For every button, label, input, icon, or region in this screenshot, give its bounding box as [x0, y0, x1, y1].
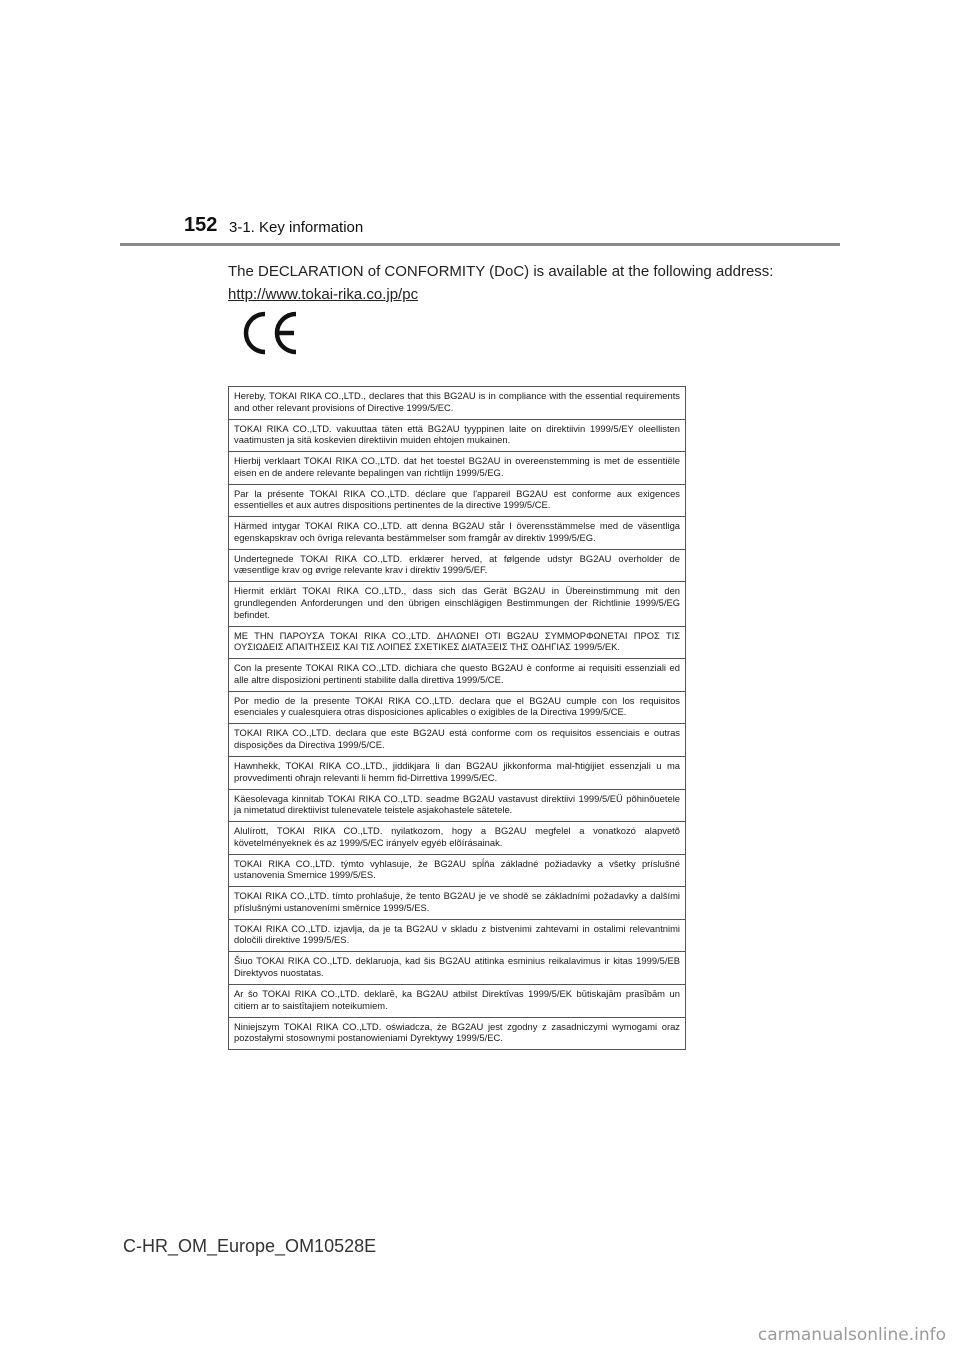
- declaration-it: Con la presente TOKAI RIKA CO.,LTD. dichiara che questo BG2AU è conforme ai requisiti essenziali ed alle altre disposizioni pertinenti stabilite dalla direttiva 1999/5/CE.: [229, 659, 685, 692]
- watermark-text: carmanualsonline.info: [757, 1325, 946, 1345]
- declaration-el: ΜΕ ΤΗΝ ΠΑΡΟΥΣΑ TOKAI RIKA CO.,LTD. ΔΗΛΩΝΕΙ ΟΤΙ BG2AU ΣΥΜΜΟΡΦΩΝΕΤΑΙ ΠΡΟΣ ΤΙΣ ΟΥΣΙΩΔΕΙΣ ΑΠΑΙΤΗΣΕΙΣ ΚΑΙ ΤΙΣ ΛΟΙΠΕΣ ΣΧΕΤΙΚΕΣ ΔΙΑΤΑΞΕΙΣ ΤΗΣ ΟΔΗΓΙΑΣ 1999/5/ΕΚ.: [229, 627, 685, 660]
- section-title: 3-1. Key information: [229, 219, 364, 236]
- declaration-hu: Alulírott, TOKAI RIKA CO.,LTD. nyilatkozom, hogy a BG2AU megfelel a vonatkozó alapvetõ követelményeknek és az 1999/5/EC irányelv egyéb elõírásainak.: [229, 822, 685, 855]
- declaration-sk: TOKAI RIKA CO.,LTD. týmto vyhlasuje, že BG2AU spĺňa základné požiadavky a všetky príslušné ustanovenia Smernice 1999/5/ES.: [229, 855, 685, 888]
- declaration-mt: Hawnhekk, TOKAI RIKA CO.,LTD., jiddikjara li dan BG2AU jikkonforma mal-ħtiġijiet essenzjali u ma provvedimenti oħrajn relevanti li hemm fid-Dirrettiva 1999/5/EC.: [229, 757, 685, 790]
- declaration-lt: Šiuo TOKAI RIKA CO.,LTD. deklaruoja, kad šis BG2AU atitinka esminius reikalavimus ir kitas 1999/5/EB Direktyvos nuostatas.: [229, 952, 685, 985]
- page-number: 152: [184, 214, 218, 236]
- declaration-da: Undertegnede TOKAI RIKA CO.,LTD. erklærer herved, at følgende udstyr BG2AU overholder de væsentlige krav og øvrige relevante krav i direktiv 1999/5/EF.: [229, 550, 685, 583]
- declaration-et: Käesolevaga kinnitab TOKAI RIKA CO.,LTD. seadme BG2AU vastavust direktiivi 1999/5/EÜ põhinõuetele ja nimetatud direktiivist tulenevatele teistele asjakohastele sätetele.: [229, 790, 685, 823]
- declaration-es: Por medio de la presente TOKAI RIKA CO.,LTD. declara que el BG2AU cumple con los requisitos esenciales y cualesquiera otras disposiciones aplicables o exigibles de la Directiva 1999/5/CE.: [229, 692, 685, 725]
- footer-doc-id: C-HR_OM_Europe_OM10528E: [123, 1236, 377, 1256]
- declaration-fi: TOKAI RIKA CO.,LTD. vakuuttaa täten että BG2AU tyyppinen laite on direktiivin 1999/5/EY oleellisten vaatimusten ja sitä koskevien direktiivin muiden ehtojen mukainen.: [229, 420, 685, 453]
- declaration-en: Hereby, TOKAI RIKA CO.,LTD., declares that this BG2AU is in compliance with the essential requirements and other relevant provisions of Directive 1999/5/EC.: [229, 387, 685, 420]
- declaration-de: Hiermit erklärt TOKAI RIKA CO.,LTD., dass sich das Gerät BG2AU in Übereinstimmung mit den grundlegenden Anforderungen und den übrigen einschlägigen Bestimmungen der Richtlinie 1999/5/EG befindet.: [229, 582, 685, 626]
- declaration-table: [228, 386, 686, 1050]
- ce-mark-icon: [238, 308, 300, 358]
- intro-block: [228, 260, 788, 306]
- declaration-pl: Niniejszym TOKAI RIKA CO.,LTD. oświadcza, że BG2AU jest zgodny z zasadniczymi wymogami oraz pozostałymi stosownymi postanowieniami Dyrektywy 1999/5/EC.: [234, 1020, 680, 1044]
- declaration-pt: TOKAI RIKA CO.,LTD. declara que este BG2AU está conforme com os requisitos essenciais e outras disposições da Directiva 1999/5/CE.: [229, 724, 685, 757]
- declaration-sl: TOKAI RIKA CO.,LTD. izjavlja, da je ta BG2AU v skladu z bistvenimi zahtevami in ostalimi relevantnimi določili direktive 1999/5/ES.: [229, 920, 685, 953]
- declaration-cs: TOKAI RIKA CO.,LTD. tímto prohlašuje, že tento BG2AU je ve shodě se základními požadavky a dalšími příslušnými ustanoveními směrnice 1999/5/ES.: [229, 887, 685, 920]
- declaration-nl: Hierbij verklaart TOKAI RIKA CO.,LTD. dat het toestel BG2AU in overeenstemming is met de essentiële eisen en de andere relevante bepalingen van richtlijn 1999/5/EG.: [229, 452, 685, 485]
- doc-url-link[interactable]: http://www.tokai-rika.co.jp/pc: [228, 286, 419, 303]
- declaration-lv: Ar šo TOKAI RIKA CO.,LTD. deklarē, ka BG2AU atbilst Direktīvas 1999/5/EK būtiskajām prasībām un citiem ar to saistītajiem noteikumiem.: [229, 985, 685, 1018]
- declaration-sv: Härmed intygar TOKAI RIKA CO.,LTD. att denna BG2AU står I överensstämmelse med de väsentliga egenskapskrav och övriga relevanta bestämmelser som framgår av direktiv 1999/5/EG.: [229, 517, 685, 550]
- intro-text: The DECLARATION of CONFORMITY (DoC) is available at the following address:: [228, 263, 774, 280]
- header-rule: [120, 243, 840, 246]
- declaration-fr: Par la présente TOKAI RIKA CO.,LTD. déclare que l'appareil BG2AU est conforme aux exigences essentielles et aux autres dispositions pertinentes de la directive 1999/5/CE.: [229, 485, 685, 518]
